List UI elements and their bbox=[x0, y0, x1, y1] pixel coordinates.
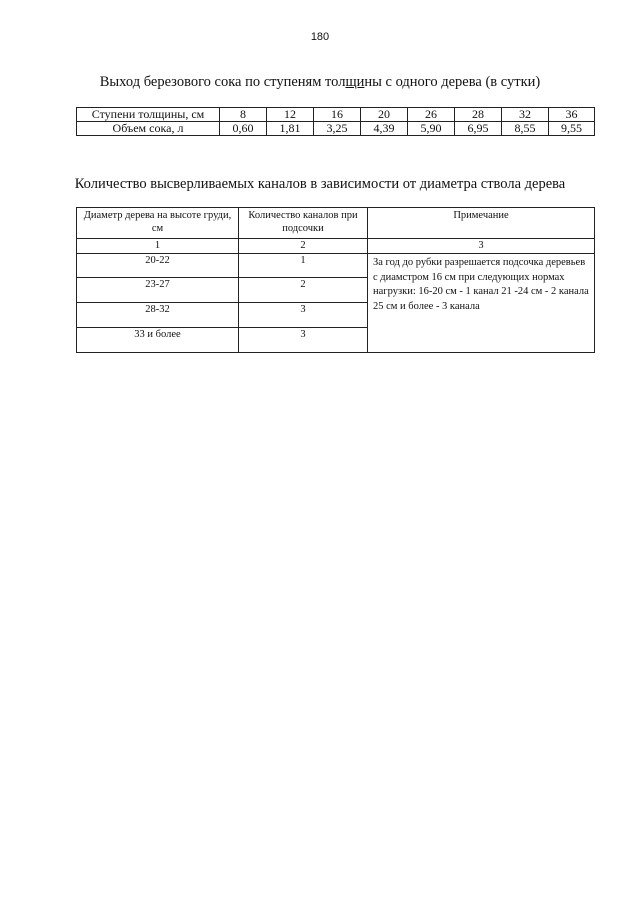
volume-cell: 5,90 bbox=[408, 122, 455, 136]
volume-cell: 3,25 bbox=[314, 122, 361, 136]
column-number-row bbox=[77, 239, 595, 254]
sap-yield-table bbox=[76, 107, 595, 136]
step-cell: 16 bbox=[314, 108, 361, 122]
step-cell: 32 bbox=[502, 108, 549, 122]
volume-cell: 4,39 bbox=[361, 122, 408, 136]
step-cell: 26 bbox=[408, 108, 455, 122]
sap-title-part-1: Выход березового сока по ступеням тол bbox=[99, 74, 346, 90]
row-label-thickness: Ступени толщины, см bbox=[77, 108, 220, 122]
step-cell: 20 bbox=[361, 108, 408, 122]
volume-cell: 8,55 bbox=[502, 122, 549, 136]
col-number: 3 bbox=[368, 239, 595, 254]
step-cell: 36 bbox=[549, 108, 595, 122]
channels-cell: 3 bbox=[239, 303, 368, 328]
volume-cell: 1,81 bbox=[267, 122, 314, 136]
page-number: 180 bbox=[310, 31, 330, 43]
step-cell: 12 bbox=[267, 108, 314, 122]
sap-table-title bbox=[0, 74, 640, 91]
header-diameter: Диаметр дерева на высоте груди, см bbox=[77, 208, 239, 239]
diameter-cell: 23-27 bbox=[77, 278, 239, 303]
header-note: Примечание bbox=[368, 208, 595, 239]
table-row bbox=[77, 122, 595, 136]
table-header-row bbox=[77, 208, 595, 239]
channels-cell: 2 bbox=[239, 278, 368, 303]
table-row bbox=[77, 108, 595, 122]
channels-cell: 1 bbox=[239, 254, 368, 278]
diameter-cell: 20-22 bbox=[77, 254, 239, 278]
channels-table-title: Количество высверливаемых каналов в зависимости от диаметра ствола дерева bbox=[74, 176, 566, 192]
diameter-cell: 33 и более bbox=[77, 328, 239, 353]
table-row bbox=[77, 254, 595, 278]
volume-cell: 0,60 bbox=[220, 122, 267, 136]
volume-cell: 6,95 bbox=[455, 122, 502, 136]
volume-cell: 9,55 bbox=[549, 122, 595, 136]
diameter-cell: 28-32 bbox=[77, 303, 239, 328]
row-label-volume: Объем сока, л bbox=[77, 122, 220, 136]
header-channels: Количество каналов при подсочки bbox=[239, 208, 368, 239]
step-cell: 28 bbox=[455, 108, 502, 122]
sap-title-part-2: ны с одного дерева (в сутки) bbox=[364, 74, 541, 90]
col-number: 1 bbox=[77, 239, 239, 254]
sap-title-underlined: щи bbox=[345, 74, 365, 90]
note-cell: За год до рубки разрешается подсочка деревьев с диамстром 16 см при следующих нормах нагрузки: 16-20 см - 1 канал 21 -24 см - 2 канала 25 см и более - 3 канала bbox=[368, 254, 595, 353]
channels-cell: 3 bbox=[239, 328, 368, 353]
col-number: 2 bbox=[239, 239, 368, 254]
channels-table bbox=[76, 207, 595, 353]
step-cell: 8 bbox=[220, 108, 267, 122]
